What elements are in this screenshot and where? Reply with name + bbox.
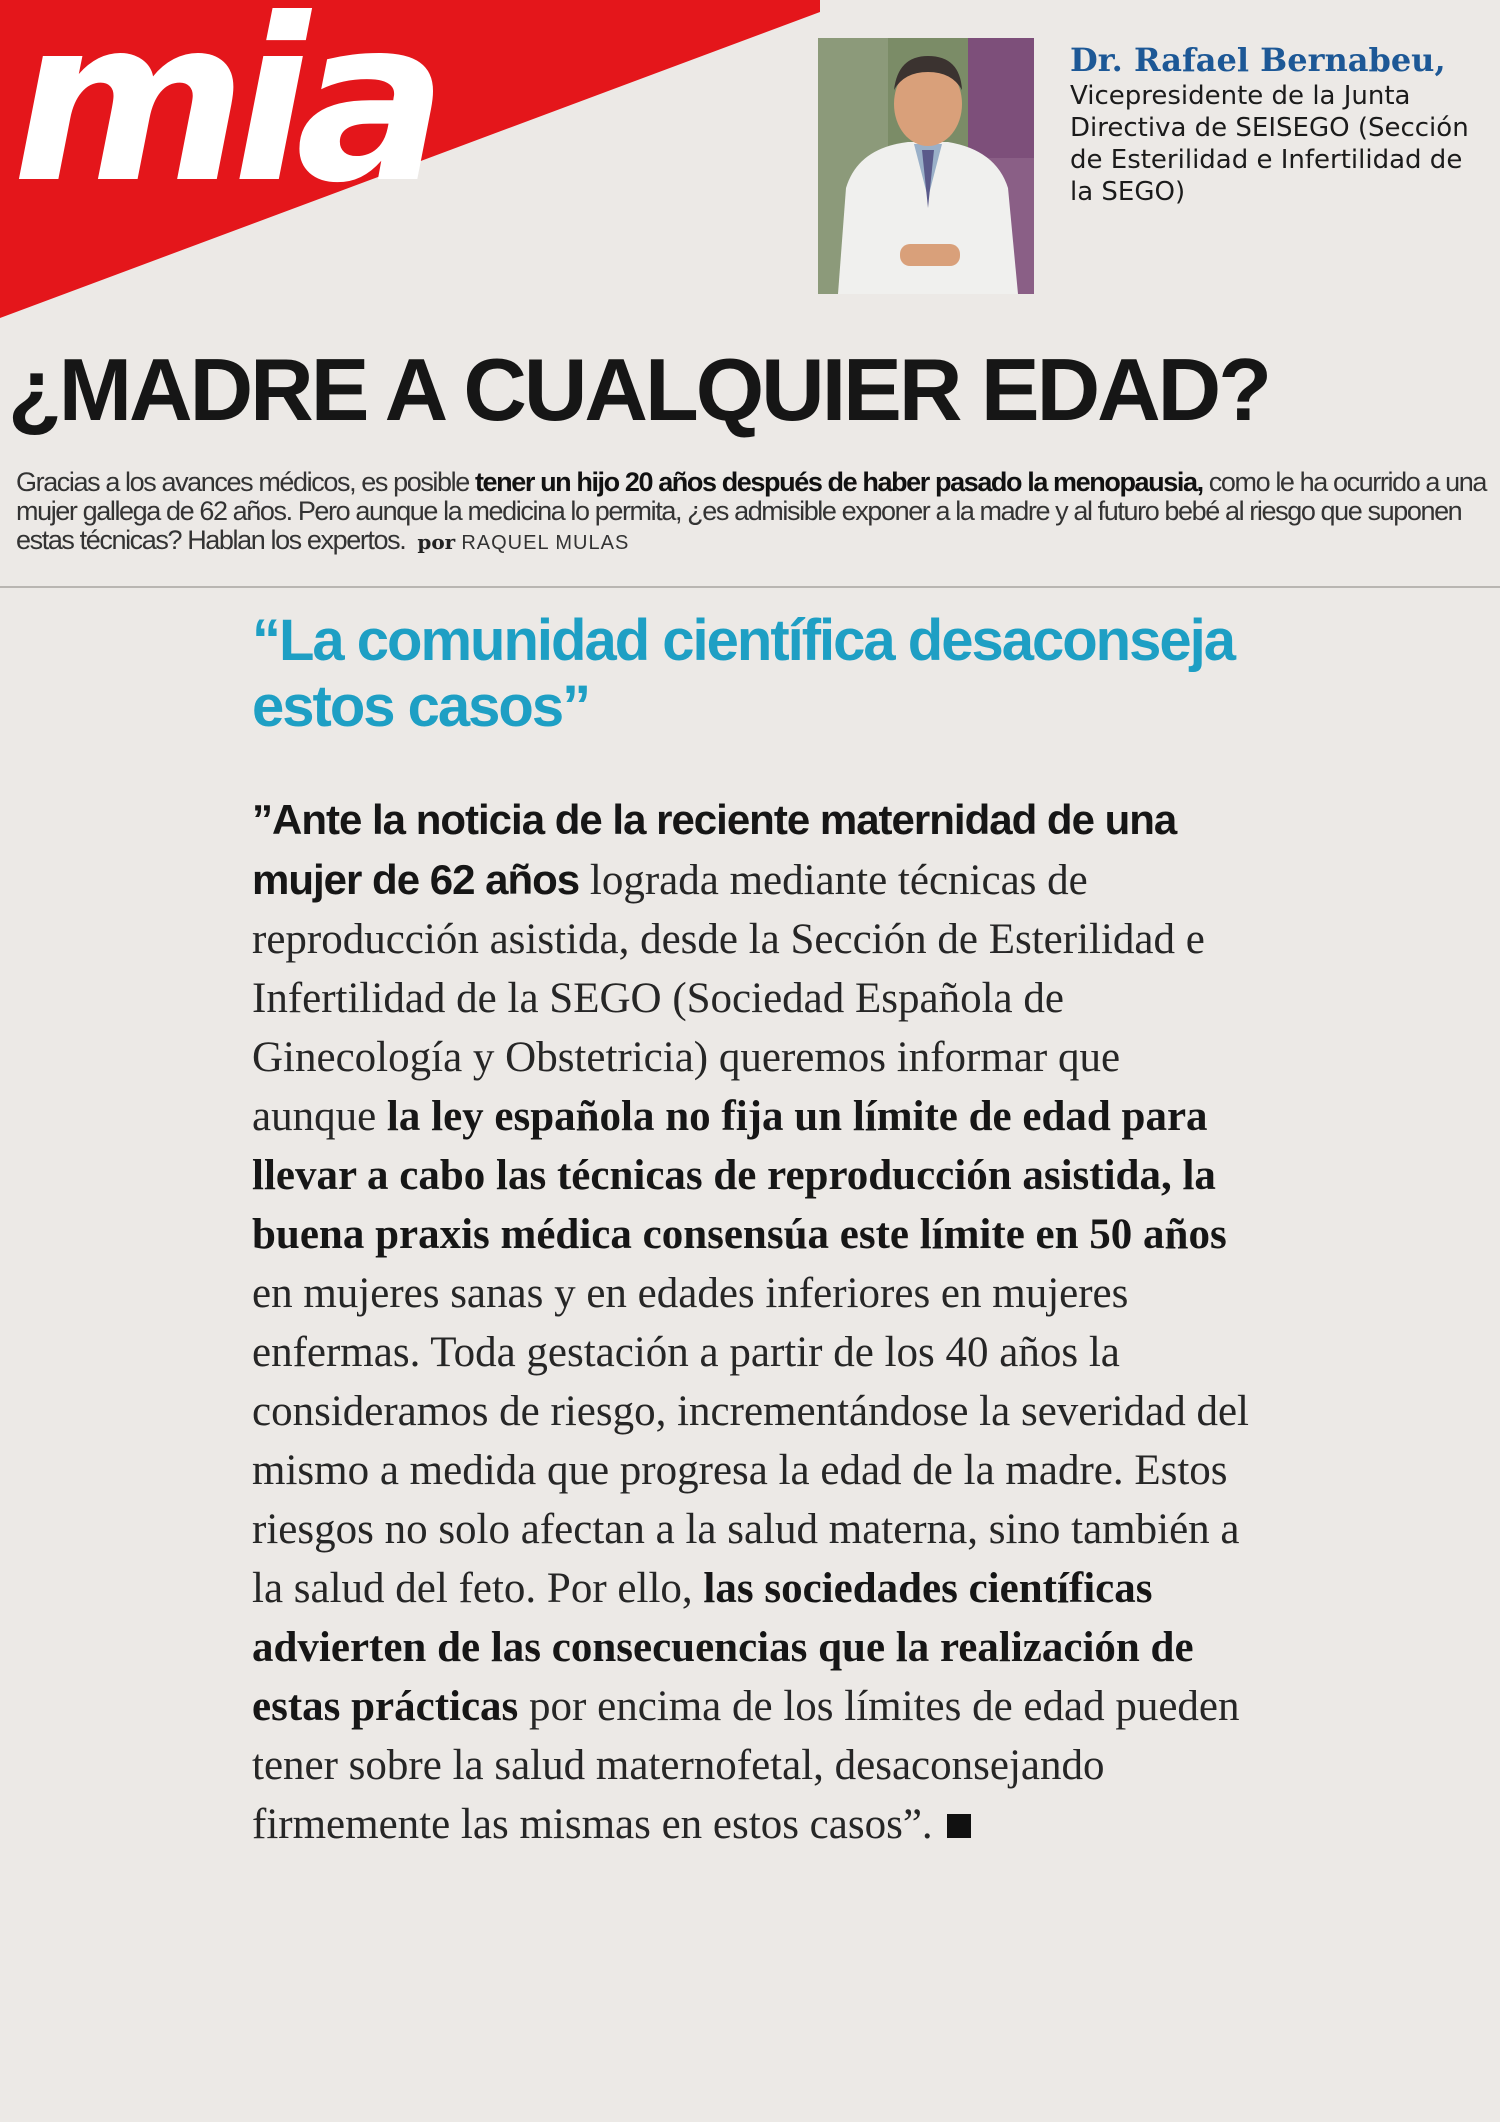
end-of-article-mark: [947, 1814, 971, 1838]
lede-text: Gracias a los avances médicos, es posible: [16, 467, 475, 497]
lede-text-continued: como le ha ocurrido a una mujer gallega de 62 años. Pero aunque la medicina lo permita, ¿es admisible exponer a la madre y al futuro bebé al riesgo que suponen estas técnicas? Hablan los expertos.: [16, 467, 1486, 555]
magazine-logo: mia: [12, 0, 434, 233]
expert-credit: [1070, 40, 1490, 208]
expert-name: Dr. Rafael Bernabeu,: [1070, 41, 1446, 79]
body-intro-bold: ”Ante la noticia de la reciente maternidad de una mujer de 62 años: [252, 796, 1177, 903]
body-text-3: por encima de los límites de edad pueden tener sobre la salud maternofetal, desaconsejando firmemente las mismas en estos casos”.: [252, 1683, 1240, 1848]
expert-role: Vicepresidente de la Junta Directiva de SEISEGO (Sección de Esterilidad e Infertilidad de la SEGO): [1070, 81, 1469, 207]
byline-prefix: por: [417, 530, 456, 554]
lede-highlight: tener un hijo 20 años después de haber pasado la menopausia,: [474, 467, 1203, 497]
body-text-2: en mujeres sanas y en edades inferiores en mujeres enfermas. Toda gestación a partir de los 40 años la consideramos de riesgo, incrementándose la severidad del mismo a medida que progresa la edad de la madre. Estos riesgos no solo afectan a la salud materna, sino también a la salud del feto. Por ello,: [252, 1270, 1249, 1612]
section-divider: [0, 586, 1500, 588]
body-highlight-2: las sociedades científicas advierten de las consecuencias que la realización de estas prácticas: [252, 1565, 1194, 1730]
article-lede: [16, 468, 1491, 558]
article-body: [252, 790, 1252, 1854]
byline-author: RAQUEL MULAS: [461, 532, 630, 554]
page-title: ¿MADRE A CUALQUIER EDAD?: [8, 340, 1269, 439]
body-highlight-1: la ley española no fija un límite de edad para llevar a cabo las técnicas de reproducción asistida, la buena praxis médica consensúa este límite en 50 años: [252, 1093, 1227, 1258]
expert-photo: [818, 38, 1034, 294]
body-text-1: lograda mediante técnicas de reproducción asistida, desde la Sección de Esterilidad e Infertilidad de la SEGO (Sociedad Española de Ginecología y Obstetricia) queremos informar que aunque: [252, 857, 1205, 1140]
pull-quote: “La comunidad científica desaconseja estos casos”: [252, 608, 1234, 739]
